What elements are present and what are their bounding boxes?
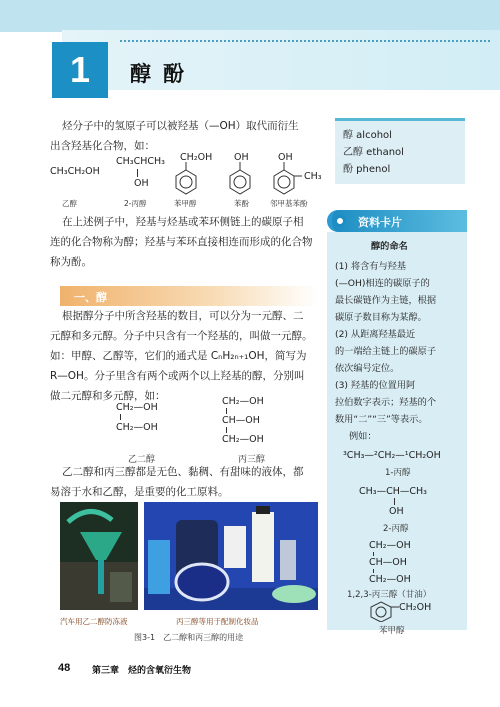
chapter-number: 1 [52, 42, 108, 98]
rule-line: (3) 羟基的位置用阿 [335, 380, 416, 391]
intro-line-2: 出含羟基化合物，如： [50, 140, 155, 152]
section-line-3: 如：甲醇、乙醇等，它们的通式是 CₙH₂ₙ₊₁OH，简写为 [50, 350, 307, 362]
running-footer: 第三章 烃的含氧衍生物 [92, 666, 192, 676]
propanol-2-oh: OH [389, 506, 404, 517]
propanol-1-formula: ³CH₃—²CH₂—¹CH₂OH [343, 450, 441, 461]
rule-line: 数用“二”“三”等表示。 [335, 414, 428, 425]
rule-line: (—OH)相连的碳原子的 [335, 278, 430, 289]
section-header [60, 286, 318, 306]
properties-line-2: 易溶于水和乙醇，是重要的化工原料。 [50, 486, 229, 498]
glycerol-main-row: CH₂—OH [222, 434, 264, 445]
definition-line-2: 连的化合物称为醇；羟基与苯环直接相连而形成的化合物 [50, 236, 313, 248]
glycerol-row: CH₂—OH [369, 574, 411, 585]
info-card-header: 资料卡片 [327, 210, 467, 232]
intro-line-1: 烃分子中的氢原子可以被羟基（—OH）取代而衍生 [62, 120, 299, 132]
vocab-item: 乙醇 ethanol [343, 147, 404, 158]
glycerol-main-row: CH₂—OH [222, 396, 264, 407]
section-line-4: R—OH。分子里含有两个或两个以上羟基的醇，分别叫 [50, 370, 305, 382]
vocab-item: 醇 alcohol [343, 130, 392, 141]
chapter-title-band [62, 30, 500, 90]
cresol-name: 邻甲基苯酚 [270, 199, 308, 208]
glycerol-main-row: CH—OH [222, 415, 260, 426]
properties-line-1: 乙二醇和丙三醇都是无色、黏稠、有甜味的液体，都 [62, 466, 304, 478]
antifreeze-photo [60, 502, 138, 610]
ethanol-formula: CH₃CH₂OH [50, 166, 100, 177]
info-card-subtitle: 醇的命名 [371, 241, 408, 252]
ethanol-name: 乙醇 [62, 199, 77, 208]
vocab-item: 酚 phenol [343, 164, 391, 175]
benzyl-alcohol-formula: CH₂OH [180, 152, 213, 163]
glycerol-main-name: 丙三醇 [238, 455, 266, 465]
chapter-title: 醇酚 [130, 62, 196, 86]
dotted-divider [120, 40, 490, 42]
propanol-2-name: 2-丙醇 [383, 524, 409, 534]
benzyl-alcohol-card-name: 苯甲醇 [379, 626, 405, 636]
cresol-formula: OH [278, 152, 293, 163]
glycerol-row: CH—OH [369, 557, 407, 568]
bond-line [373, 569, 374, 573]
header-band [0, 0, 500, 32]
page-number: 48 [58, 662, 71, 674]
ethylene-glycol-name: 乙二醇 [128, 455, 156, 465]
bond-line [373, 552, 374, 556]
section-line-5: 做二元醇和多元醇，如： [50, 390, 166, 402]
isopropanol-name: 2-丙醇 [124, 199, 147, 208]
definition-line-1: 在上述例子中，羟基与烃基或苯环侧链上的碳原子相 [62, 216, 304, 228]
info-card-bullet-icon [334, 215, 346, 227]
rule-line: (1) 将含有与羟基 [335, 261, 407, 272]
rule-line: 拉伯数字表示；羟基的个 [335, 397, 437, 408]
section-title: 一、醇 [74, 291, 107, 304]
rule-line: 的一端给主链上的碳原子 [335, 346, 437, 357]
phenol-formula: OH [234, 152, 249, 163]
naming-rules [335, 258, 463, 445]
cresol-methyl: CH₃ [304, 171, 322, 182]
cosmetics-photo [144, 502, 318, 610]
benzyl-alcohol-name: 苯甲醇 [174, 199, 197, 208]
glycerol-name: 1,2,3-丙三醇（甘油） [347, 590, 432, 600]
phenol-name: 苯酚 [234, 199, 249, 208]
propanol-1-name: 1-丙醇 [385, 468, 411, 478]
isopropanol-oh: OH [134, 178, 149, 189]
section-line-2: 元醇和多元醇。分子中只含有一个羟基的，叫做一元醇。 [50, 330, 313, 342]
example-label: 例如： [349, 431, 377, 442]
rule-line: 碳原子数目称为某醇。 [335, 312, 427, 323]
photo2-caption: 丙三醇等用于配制化妆品 [176, 617, 259, 626]
example-structures [48, 150, 323, 210]
glycerol-row: CH₂—OH [369, 540, 411, 551]
ethylene-glycol-row: CH₂—OH [116, 402, 158, 413]
info-card [327, 232, 467, 636]
figure-caption: 图3-1 乙二醇和丙三醇的用途 [134, 633, 244, 642]
propanol-2-formula: CH₃—CH—CH₃ [359, 486, 427, 497]
isopropanol-formula: CH₃CHCH₃ [116, 156, 165, 167]
benzyl-alcohol-card-formula: CH₂OH [399, 602, 432, 613]
rule-line: 依次编号定位。 [335, 363, 400, 374]
ethylene-glycol-row: CH₂—OH [116, 422, 158, 433]
section-line-1: 根据醇分子中所含羟基的数目，可以分为一元醇、二 [62, 310, 304, 322]
rule-line: (2) 从距离羟基最近 [335, 329, 416, 340]
rule-line: 最长碳链作为主链，根据 [335, 295, 437, 306]
photo1-caption: 汽车用乙二醇防冻液 [60, 617, 128, 626]
definition-line-3: 称为酚。 [50, 256, 92, 268]
vocabulary-box [335, 118, 465, 184]
